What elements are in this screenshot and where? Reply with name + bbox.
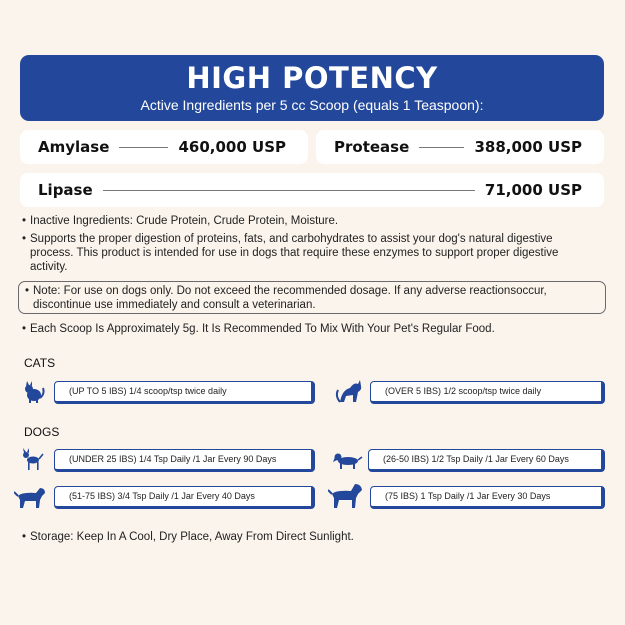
enzyme-value: 71,000 USP — [484, 181, 582, 199]
dog-small-icon — [20, 448, 46, 472]
cat-large-icon — [334, 378, 364, 404]
header-title: HIGH POTENCY — [186, 61, 438, 95]
enzyme-protease-row — [316, 130, 604, 164]
note-line-2: discontinue use immediately and consult a veterinarian. — [33, 299, 316, 311]
dog-dose-51-75: (51-75 IBS) 3/4 Tsp Daily /1 Jar Every 40 Days — [54, 486, 315, 509]
enzyme-value: 388,000 USP — [474, 138, 582, 156]
cat-dose-large: (OVER 5 IBS) 1/2 scoop/tsp twice daily — [370, 381, 605, 404]
dog-medium-icon — [14, 484, 48, 510]
leader-line — [419, 147, 464, 148]
note-line-1: Note: For use on dogs only. Do not exceed the recommended dosage. If any adverse reactionsoccur, — [33, 285, 547, 297]
enzyme-name: Lipase — [38, 181, 93, 199]
cats-heading: CATS — [24, 356, 56, 370]
cat-small-icon — [20, 380, 46, 404]
dog-dose-75: (75 IBS) 1 Tsp Daily /1 Jar Every 30 Days — [370, 486, 605, 509]
leader-line — [119, 147, 168, 148]
dog-dose-26-50: (26-50 IBS) 1/2 Tsp Daily /1 Jar Every 60 Days — [368, 449, 605, 472]
enzyme-amylase-row — [20, 130, 308, 164]
inactive-ingredients-bullet: • Inactive Ingredients: Crude Protein, Crude Protein, Moisture. — [22, 215, 339, 227]
storage-bullet: • Storage: Keep In A Cool, Dry Place, Away From Direct Sunlight. — [22, 531, 354, 543]
supports-line-2: process. This product is intended for use in dogs that require these enzymes to support proper digestive — [30, 247, 559, 259]
enzyme-lipase-row — [20, 173, 604, 207]
dog-dachshund-icon — [333, 449, 363, 471]
supports-line-3: activity. — [30, 261, 68, 273]
dog-large-icon — [328, 481, 364, 509]
header-subtitle: Active Ingredients per 5 cc Scoop (equals 1 Teaspoon): — [140, 97, 484, 113]
note-box: • Note: For use on dogs only. Do not exceed the recommended dosage. If any adverse reactionsoccur, discontinue use immediately and consult a veterinarian. — [18, 281, 606, 314]
supports-line-1: Supports the proper digestion of proteins, fats, and carbohydrates to assist your dog's natural digestive — [30, 233, 553, 245]
enzyme-name: Amylase — [38, 138, 110, 156]
scoop-bullet: • Each Scoop Is Approximately 5g. It Is Recommended To Mix With Your Pet's Regular Food. — [22, 323, 495, 335]
cat-dose-small: (UP TO 5 IBS) 1/4 scoop/tsp twice daily — [54, 381, 315, 404]
dog-dose-under-25: (UNDER 25 IBS) 1/4 Tsp Daily /1 Jar Every 90 Days — [54, 449, 315, 472]
scoop-text: Each Scoop Is Approximately 5g. It Is Recommended To Mix With Your Pet's Regular Food. — [30, 323, 495, 335]
leader-line — [103, 190, 475, 191]
potency-header — [20, 55, 604, 121]
dogs-heading: DOGS — [24, 425, 60, 439]
enzyme-value: 460,000 USP — [178, 138, 286, 156]
inactive-text: Inactive Ingredients: Crude Protein, Crude Protein, Moisture. — [30, 215, 339, 227]
enzyme-name: Protease — [334, 138, 410, 156]
supports-bullet: • Supports the proper digestion of proteins, fats, and carbohydrates to assist your dog's natural digestive process. This product is intended for use in dogs that require these enzymes to support proper digestive activity. — [22, 233, 559, 273]
storage-text: Storage: Keep In A Cool, Dry Place, Away From Direct Sunlight. — [30, 531, 354, 543]
